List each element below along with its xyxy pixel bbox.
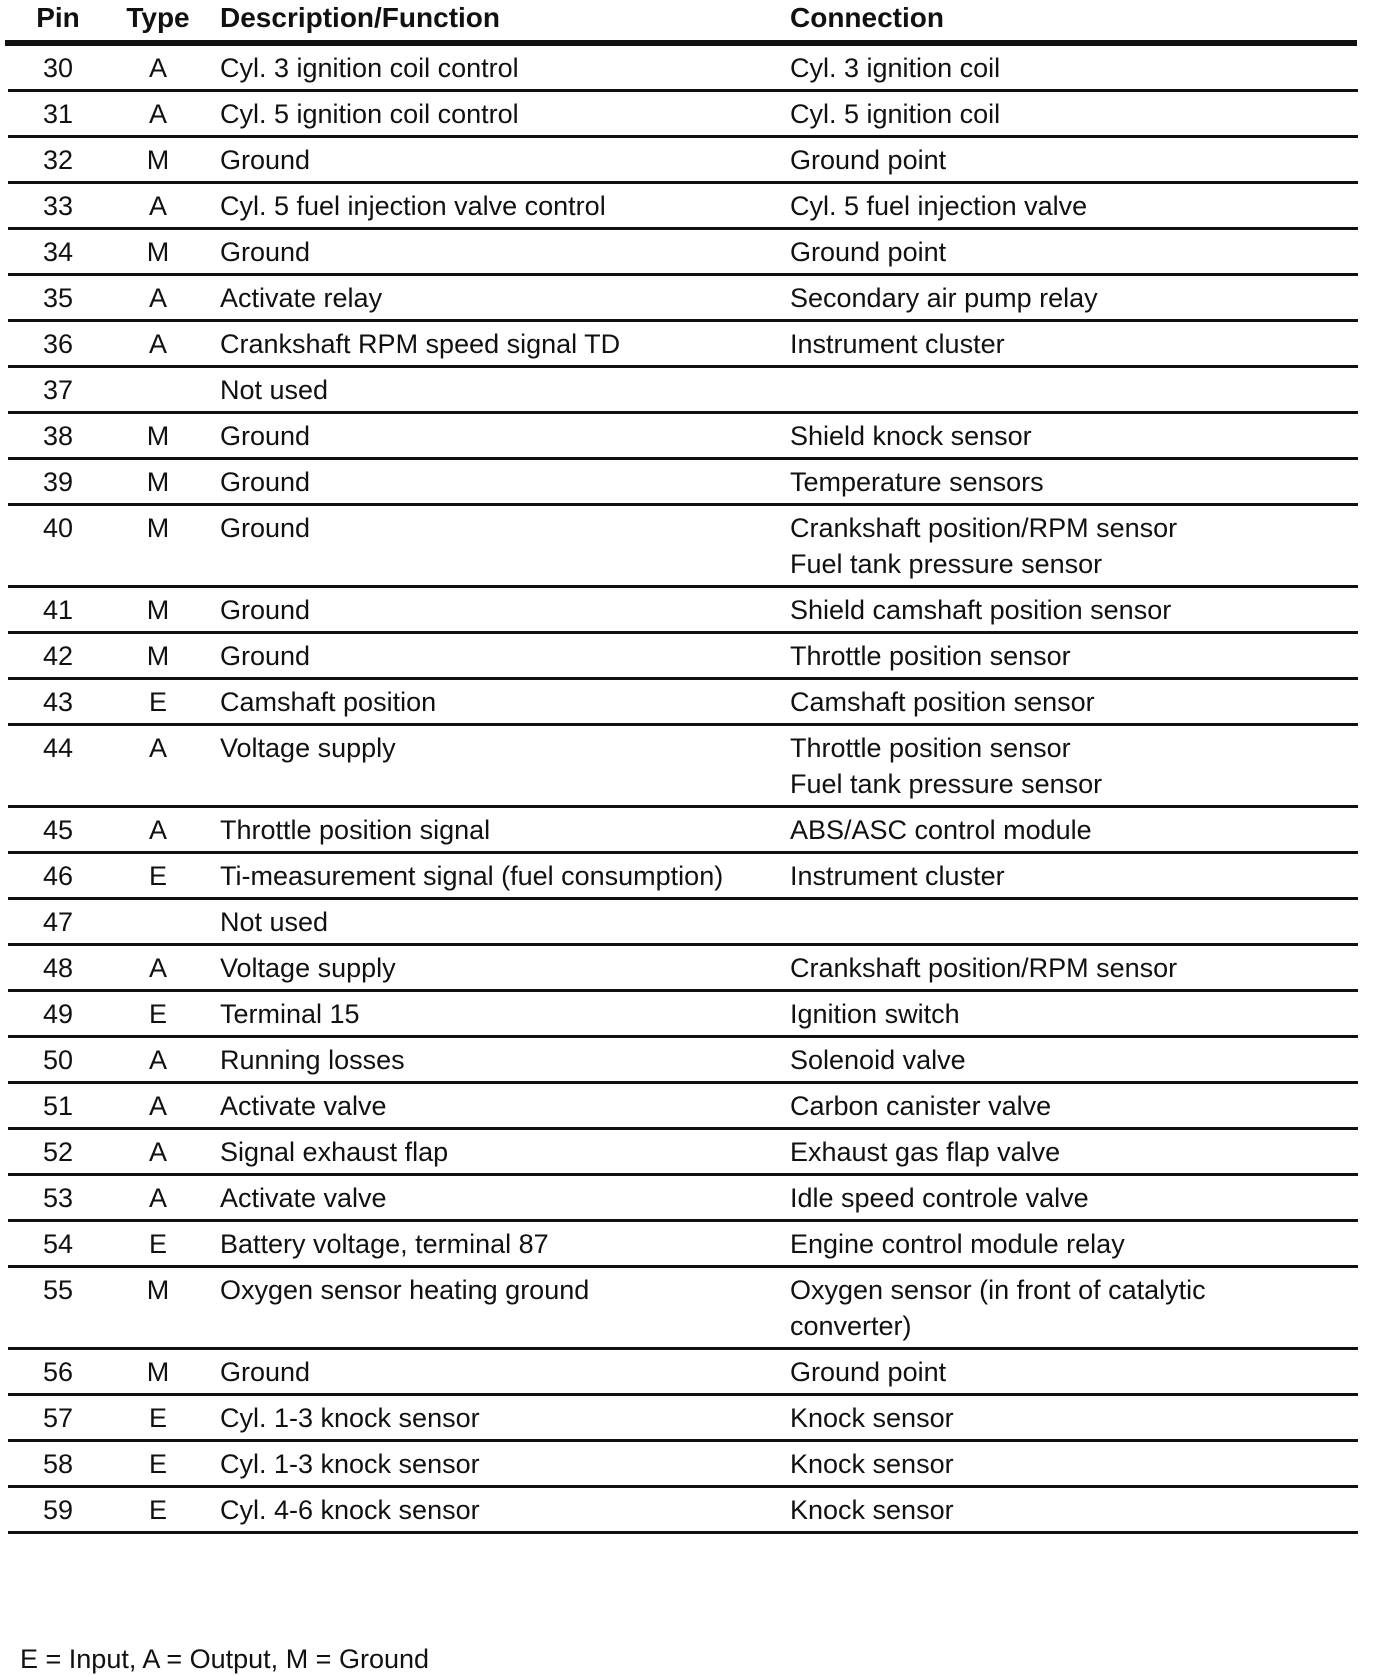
- header-type: Type: [126, 2, 190, 33]
- connection-cell: Cyl. 5 ignition coil: [790, 99, 1001, 129]
- connection-cell: Throttle position sensor Fuel tank pressure sensor: [790, 733, 1103, 799]
- description-cell: Signal exhaust flap: [220, 1137, 449, 1167]
- type-cell: A: [148, 815, 167, 845]
- type-cell: E: [148, 999, 167, 1029]
- description-cell: Cyl. 5 fuel injection valve control: [220, 191, 606, 221]
- table-row: [8, 1222, 1358, 1268]
- type-cell: M: [146, 641, 170, 671]
- pin-cell: 40: [42, 513, 74, 543]
- type-cell: M: [146, 237, 170, 267]
- pin-cell: 34: [42, 237, 74, 267]
- pin-cell: 42: [42, 641, 74, 671]
- pin-cell: 46: [42, 861, 74, 891]
- description-cell: Throttle position signal: [220, 815, 491, 845]
- header-description: Description/Function: [220, 2, 500, 33]
- type-cell: E: [148, 1229, 167, 1259]
- table-row: [8, 634, 1358, 680]
- table-row: [8, 92, 1358, 138]
- type-cell: A: [148, 1045, 167, 1075]
- pin-cell: 53: [42, 1183, 74, 1213]
- description-cell: Crankshaft RPM speed signal TD: [220, 329, 621, 359]
- type-cell: A: [148, 953, 167, 983]
- type-cell: A: [148, 283, 167, 313]
- description-cell: Not used: [220, 375, 329, 405]
- table-row: [8, 460, 1358, 506]
- pin-cell: 59: [42, 1495, 74, 1525]
- legend-footnote: E = Input, A = Output, M = Ground: [20, 1644, 430, 1674]
- type-cell: A: [148, 1183, 167, 1213]
- pin-cell: 49: [42, 999, 74, 1029]
- header-pin: Pin: [36, 2, 80, 33]
- table-row: [8, 1268, 1358, 1350]
- pin-cell: 48: [42, 953, 74, 983]
- type-cell: E: [148, 1495, 167, 1525]
- pin-cell: 58: [42, 1449, 74, 1479]
- table-row: [8, 1084, 1358, 1130]
- description-cell: Ground: [220, 237, 311, 267]
- pin-cell: 50: [42, 1045, 74, 1075]
- description-cell: Ground: [220, 467, 311, 497]
- pin-cell: 39: [42, 467, 74, 497]
- pin-cell: 33: [42, 191, 74, 221]
- connection-cell: Crankshaft position/RPM sensor: [790, 953, 1178, 983]
- connection-cell: Knock sensor: [790, 1403, 954, 1433]
- connection-cell: Solenoid valve: [790, 1045, 966, 1075]
- connection-cell: Camshaft position sensor: [790, 687, 1095, 717]
- connection-cell: Shield knock sensor: [790, 421, 1032, 451]
- connection-cell: Crankshaft position/RPM sensor Fuel tank pressure sensor: [790, 513, 1178, 579]
- pin-cell: 31: [42, 99, 74, 129]
- pin-cell: 38: [42, 421, 74, 451]
- table-row: [8, 900, 1358, 946]
- table-row: [8, 230, 1358, 276]
- description-cell: Activate valve: [220, 1091, 387, 1121]
- connection-cell: Engine control module relay: [790, 1229, 1125, 1259]
- description-cell: Running losses: [220, 1045, 405, 1075]
- table-row: [8, 946, 1358, 992]
- connection-cell: Knock sensor: [790, 1495, 954, 1525]
- table-row: [8, 368, 1358, 414]
- type-cell: M: [146, 513, 170, 543]
- pin-cell: 56: [42, 1357, 74, 1387]
- pin-cell: 30: [42, 53, 74, 83]
- description-cell: Ground: [220, 421, 311, 451]
- pin-cell: 55: [42, 1275, 74, 1305]
- table-row: [8, 1130, 1358, 1176]
- type-cell: M: [146, 595, 170, 625]
- table-row: [8, 1442, 1358, 1488]
- type-cell: A: [148, 99, 167, 129]
- description-cell: Cyl. 1-3 knock sensor: [220, 1403, 480, 1433]
- description-cell: Ground: [220, 595, 311, 625]
- connection-cell: Shield camshaft position sensor: [790, 595, 1172, 625]
- table-row: [8, 276, 1358, 322]
- description-cell: Voltage supply: [220, 733, 396, 763]
- description-cell: Voltage supply: [220, 953, 396, 983]
- type-cell: E: [148, 1449, 167, 1479]
- connection-cell: Instrument cluster: [790, 329, 1005, 359]
- type-cell: E: [148, 1403, 167, 1433]
- description-cell: Battery voltage, terminal 87: [220, 1229, 549, 1259]
- connection-cell: Ignition switch: [790, 999, 960, 1029]
- table-row: [8, 588, 1358, 634]
- connection-cell: ABS/ASC control module: [790, 815, 1092, 845]
- table-row: [8, 506, 1358, 588]
- description-cell: Activate valve: [220, 1183, 387, 1213]
- type-cell: A: [148, 191, 167, 221]
- description-cell: Cyl. 4-6 knock sensor: [220, 1495, 480, 1525]
- table-row: [8, 46, 1358, 92]
- pin-cell: 32: [42, 145, 74, 175]
- type-cell: M: [146, 1275, 170, 1305]
- table-row: [8, 414, 1358, 460]
- table-row: [8, 1038, 1358, 1084]
- description-cell: Ground: [220, 513, 311, 543]
- description-cell: Oxygen sensor heating ground: [220, 1275, 590, 1305]
- description-cell: Terminal 15: [220, 999, 360, 1029]
- type-cell: A: [148, 53, 167, 83]
- table-row: [8, 680, 1358, 726]
- pin-cell: 54: [42, 1229, 74, 1259]
- table-row: [8, 322, 1358, 368]
- pin-cell: 36: [42, 329, 74, 359]
- type-cell: E: [148, 687, 167, 717]
- description-cell: Camshaft position: [220, 687, 437, 717]
- table-row: [8, 808, 1358, 854]
- type-cell: A: [148, 329, 167, 359]
- description-cell: Cyl. 5 ignition coil control: [220, 99, 519, 129]
- pin-cell: 57: [42, 1403, 74, 1433]
- type-cell: E: [148, 861, 167, 891]
- description-cell: Ti-measurement signal (fuel consumption): [220, 861, 724, 891]
- pin-cell: 51: [42, 1091, 74, 1121]
- pin-cell: 43: [42, 687, 74, 717]
- pin-cell: 37: [42, 375, 74, 405]
- pin-cell: 35: [42, 283, 74, 313]
- table-row: [8, 1350, 1358, 1396]
- pin-cell: 47: [42, 907, 74, 937]
- type-cell: M: [146, 145, 170, 175]
- table-row: [8, 1396, 1358, 1442]
- table-row: [8, 726, 1358, 808]
- pin-cell: 52: [42, 1137, 74, 1167]
- connection-cell: Secondary air pump relay: [790, 283, 1098, 313]
- connection-cell: Throttle position sensor: [790, 641, 1071, 671]
- connection-cell: Instrument cluster: [790, 861, 1005, 891]
- description-cell: Cyl. 3 ignition coil control: [220, 53, 519, 83]
- table-row: [8, 184, 1358, 230]
- connection-cell: Cyl. 5 fuel injection valve: [790, 191, 1088, 221]
- pin-cell: 45: [42, 815, 74, 845]
- table-row: [8, 1488, 1358, 1534]
- type-cell: A: [148, 733, 167, 763]
- description-cell: Ground: [220, 1357, 311, 1387]
- description-cell: Activate relay: [220, 283, 383, 313]
- table-row: [8, 992, 1358, 1038]
- type-cell: M: [146, 421, 170, 451]
- connection-cell: Cyl. 3 ignition coil: [790, 53, 1001, 83]
- connection-cell: Temperature sensors: [790, 467, 1044, 497]
- table-row: [8, 138, 1358, 184]
- table-row: [8, 1176, 1358, 1222]
- type-cell: A: [148, 1091, 167, 1121]
- table-header: [0, 0, 1376, 40]
- connection-cell: Oxygen sensor (in front of catalytic converter): [790, 1275, 1206, 1341]
- connection-cell: Knock sensor: [790, 1449, 954, 1479]
- connection-cell: Ground point: [790, 1357, 947, 1387]
- pin-table-body: [8, 46, 1358, 1534]
- connection-cell: Ground point: [790, 145, 947, 175]
- pin-cell: 41: [42, 595, 74, 625]
- description-cell: Ground: [220, 641, 311, 671]
- connection-cell: Exhaust gas flap valve: [790, 1137, 1061, 1167]
- description-cell: Not used: [220, 907, 329, 937]
- type-cell: A: [148, 1137, 167, 1167]
- connection-cell: Carbon canister valve: [790, 1091, 1052, 1121]
- type-cell: M: [146, 1357, 170, 1387]
- pin-cell: 44: [42, 733, 74, 763]
- table-row: [8, 854, 1358, 900]
- description-cell: Ground: [220, 145, 311, 175]
- connection-cell: Idle speed controle valve: [790, 1183, 1089, 1213]
- connection-cell: Ground point: [790, 237, 947, 267]
- description-cell: Cyl. 1-3 knock sensor: [220, 1449, 480, 1479]
- header-connection: Connection: [790, 2, 944, 33]
- type-cell: M: [146, 467, 170, 497]
